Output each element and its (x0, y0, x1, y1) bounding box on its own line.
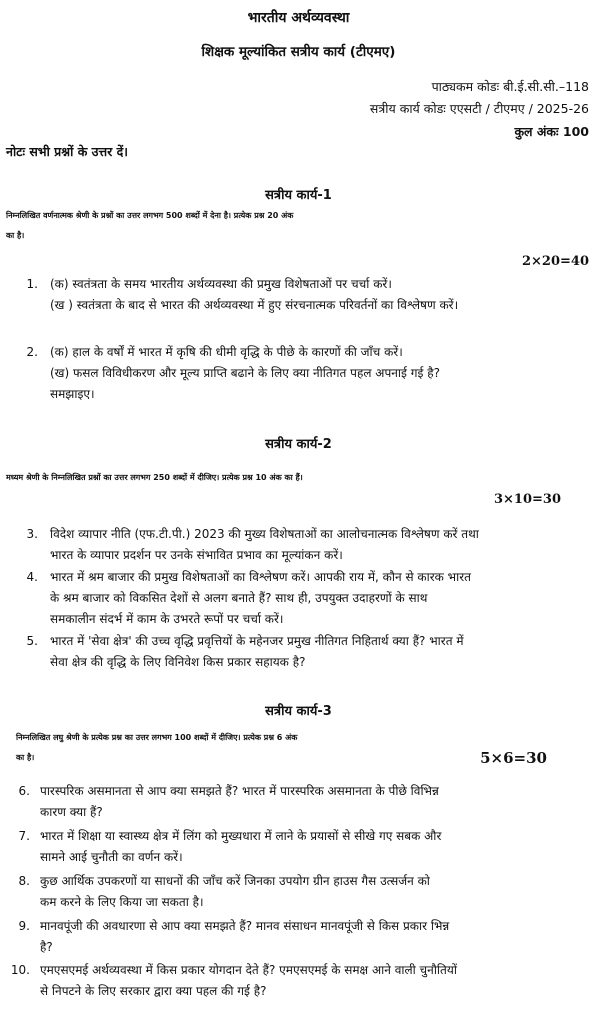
question-1 (0, 274, 597, 324)
question-text (50, 274, 458, 316)
question-line: (क) स्वतंत्रता के समय भारतीय अर्थव्यवस्था की प्रमुख विशेषताओं पर चर्चा करें। (50, 277, 392, 291)
question-text (50, 342, 440, 405)
question-text (40, 960, 457, 1002)
question-line: है? (40, 940, 53, 954)
question-8 (0, 871, 597, 917)
course-code: पाठ्यकम कोडः बी.ई.सी.सी.–118 (431, 79, 589, 94)
question-7 (0, 826, 597, 872)
section2-heading: सत्रीय कार्य-2 (265, 437, 332, 452)
document-subtitle: शिक्षक मूल्यांकित सत्रीय कार्य (टीएमए) (201, 44, 396, 60)
section3-marks: 5×6=30 (480, 749, 547, 767)
question-number: 1. (26, 277, 38, 291)
section2-instruction (6, 468, 591, 488)
section1-instruction (6, 206, 591, 246)
question-text (40, 826, 441, 868)
question-number: 2. (26, 345, 38, 359)
section1-instruction-line2: का है। (6, 231, 25, 240)
question-number: 10. (10, 963, 30, 977)
question-number: 7. (18, 829, 30, 843)
section3-heading: सत्रीय कार्य-3 (265, 704, 332, 719)
question-line: कम करने के लिए किया जा सकता है। (40, 895, 204, 909)
question-line: समझाइए। (50, 387, 95, 401)
question-number: 4. (26, 570, 38, 584)
section1-heading: सत्रीय कार्य-1 (265, 188, 332, 203)
question-4 (0, 567, 597, 633)
question-number: 5. (26, 634, 38, 648)
section3-instruction-line1: निम्नलिखित लघु श्रेणी के प्रत्येक प्रश्न का उत्तर लगभग 100 शब्दों में दीजिए। प्रत्येक प्रश्न 6 अंक (16, 733, 298, 742)
question-line: पारस्परिक असमानता से आप क्या समझते हैं? भारत में पारस्परिक असमानता के पीछे विभिन्न (40, 784, 439, 798)
question-number: 3. (26, 527, 38, 541)
question-10 (0, 960, 597, 1006)
assignment-code: सत्रीय कार्य कोडः एएसटी / टीएमए / 2025-26 (369, 101, 589, 116)
question-6 (0, 781, 597, 827)
question-number: 9. (18, 919, 30, 933)
note: नोटः सभी प्रश्नों के उत्तर दें। (6, 144, 128, 159)
question-line: (ख ) स्वतंत्रता के बाद से भारत की अर्थव्यवस्था में हुए संरचनात्मक परिवर्तनों का विश्लेषण करें। (50, 298, 459, 312)
question-line: कारण क्या हैं? (40, 805, 103, 819)
document-title: भारतीय अर्थव्यवस्था (247, 10, 350, 26)
question-5 (0, 631, 597, 677)
question-line: भारत में शिक्षा या स्वास्थ्य क्षेत्र में लिंग को मुख्यधारा में लाने के प्रयासों से सीखे गए सबक और (40, 829, 442, 843)
question-line: कुछ आर्थिक उपकरणों या साधनों की जाँच करें जिनका उपयोग ग्रीन हाउस गैस उत्सर्जन को (40, 874, 430, 888)
question-2 (0, 342, 597, 412)
question-line: (ख) फसल विविधीकरण और मूल्य प्राप्ति बढाने के लिए क्या नीतिगत पहल अपनाई गई है? (50, 366, 440, 380)
question-text (50, 524, 479, 566)
question-line: (क) हाल के वर्षों में भारत में कृषि की धीमी वृद्धि के पीछे के कारणों की जाँच करें। (50, 345, 403, 359)
section1-marks: 2×20=40 (521, 254, 589, 269)
section3-instruction-line2: का है। (16, 753, 35, 762)
total-marks: कुल अंकः 100 (514, 124, 589, 139)
question-text (50, 567, 471, 630)
question-line: विदेश व्यापार नीति (एफ.टी.पी.) 2023 की मुख्य विशेषताओं का आलोचनात्मक विश्लेषण करें तथा (50, 527, 479, 541)
question-line: मानवपूंजी की अवधारणा से आप क्या समझते हैं? मानव संसाधन मानवपूंजी से किस प्रकार भिन्न (40, 919, 450, 933)
question-line: भारत के व्यापार प्रदर्शन पर उनके संभावित प्रभाव का मूल्यांकन करें। (50, 548, 343, 562)
question-text (40, 916, 449, 958)
question-3 (0, 524, 597, 570)
section1-instruction-line1: निम्नलिखित वर्णनात्मक श्रेणी के प्रश्नों का उत्तर लगभग 500 शब्दों में देना है। प्रत्येक प्रश्न 20 अंक (6, 211, 294, 220)
question-line: के श्रम बाजार को विकसित देशों से अलग बनाते हैं? साथ ही, उपयुक्त उदाहरणों के साथ (50, 591, 428, 605)
section2-marks: 3×10=30 (493, 492, 561, 507)
question-line: भारत में श्रम बाजार की प्रमुख विशेषताओं का विश्लेषण करें। आपकी राय में, कौन से कारक भारत (50, 570, 471, 584)
section2-instruction-line: मध्यम श्रेणी के निम्नलिखित प्रश्नों का उत्तर लगभग 250 शब्दों में दीजिए। प्रत्येक प्रश्न 10 अंक का हैं। (6, 473, 303, 482)
question-9 (0, 916, 597, 962)
question-line: से निपटने के लिए सरकार द्वारा क्या पहल की गई है? (40, 984, 267, 998)
question-line: एमएसएमई अर्थव्यवस्था में किस प्रकार योगदान देते हैं? एमएसएमई के समक्ष आने वाली चुनौतियों (40, 963, 457, 977)
question-text (40, 871, 430, 913)
question-number: 8. (18, 874, 30, 888)
question-number: 6. (18, 784, 30, 798)
question-line: भारत में 'सेवा क्षेत्र' की उच्च वृद्धि प्रवृत्तियों के महेनजर प्रमुख नीतिगत निहितार्थ क्या हैं? भारत में (50, 634, 464, 648)
question-text (40, 781, 439, 823)
question-line: सामने आई चुनौती का वर्णन करें। (40, 850, 183, 864)
question-line: सेवा क्षेत्र की वृद्धि के लिए विनिवेश किस प्रकार सहायक है? (50, 655, 306, 669)
question-text (50, 631, 464, 673)
question-line: समकालीन संदर्भ में काम के उभरते रूपों पर चर्चा करें। (50, 612, 284, 626)
